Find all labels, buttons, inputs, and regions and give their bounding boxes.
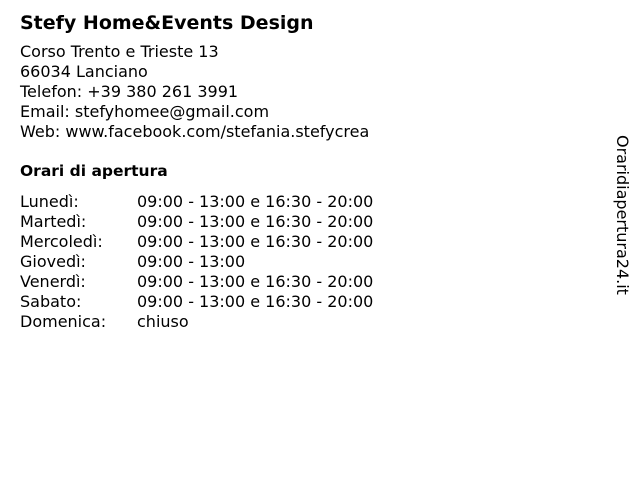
hours-row-friday xyxy=(20,272,373,292)
email-line: Email: stefyhomee@gmail.com xyxy=(20,102,270,121)
day-label: Venerdì: xyxy=(20,272,86,291)
hours-value: 09:00 - 13:00 e 16:30 - 20:00 xyxy=(137,292,374,311)
web-line: Web: www.facebook.com/stefania.stefycrea xyxy=(20,122,370,141)
hours-value: 09:00 - 13:00 xyxy=(137,252,246,271)
hours-value: chiuso xyxy=(137,312,189,331)
address-block xyxy=(20,42,600,142)
hours-value: 09:00 - 13:00 e 16:30 - 20:00 xyxy=(137,212,374,231)
day-label: Domenica: xyxy=(20,312,107,331)
day-label: Mercoledì: xyxy=(20,232,103,251)
hours-heading: Orari di apertura xyxy=(20,162,168,180)
hours-row-monday xyxy=(20,192,373,212)
hours-row-wednesday xyxy=(20,232,373,252)
business-name: Stefy Home&Events Design xyxy=(20,12,314,34)
postal-city: 66034 Lanciano xyxy=(20,62,148,81)
hours-row-tuesday xyxy=(20,212,373,232)
hours-value: 09:00 - 13:00 e 16:30 - 20:00 xyxy=(137,232,374,251)
business-card xyxy=(20,10,600,332)
day-label: Giovedì: xyxy=(20,252,86,271)
hours-table xyxy=(20,192,373,332)
phone-line: Telefon: +39 380 261 3991 xyxy=(20,82,239,101)
street-address: Corso Trento e Trieste 13 xyxy=(20,42,219,61)
hours-value: 09:00 - 13:00 e 16:30 - 20:00 xyxy=(137,192,374,211)
hours-value: 09:00 - 13:00 e 16:30 - 20:00 xyxy=(137,272,374,291)
hours-row-thursday xyxy=(20,252,373,272)
day-label: Lunedì: xyxy=(20,192,79,211)
hours-row-sunday xyxy=(20,312,373,332)
site-brand-link[interactable]: Oraridiapertura24.it xyxy=(613,135,632,295)
day-label: Sabato: xyxy=(20,292,82,311)
hours-row-saturday xyxy=(20,292,373,312)
day-label: Martedì: xyxy=(20,212,87,231)
